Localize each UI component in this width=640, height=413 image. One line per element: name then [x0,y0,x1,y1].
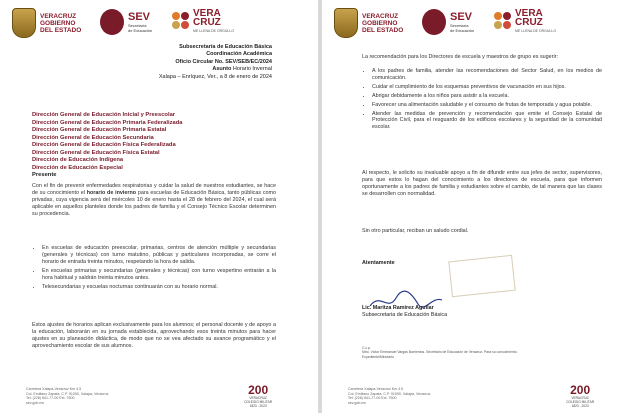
vera-cruz-logo [172,9,234,36]
recipient-line: Dirección General de Educación Primaria Federalizada [32,119,183,126]
footer-address-line: Col. Emiliano Zapata, C.P. 91090, Xalapa, Veracruz. [26,391,110,396]
letter-footer [322,385,640,407]
official-stamp-icon [448,255,515,297]
bicentennial-logo [566,385,594,408]
ccp-block [362,346,602,359]
recipient-line: Dirección General de Educación Física Federalizada [32,142,176,148]
sev-logo-sub: Secretaría [450,23,469,28]
paragraph-intro [32,183,276,218]
paragraph-closing [32,322,276,350]
bicentennial-sub: VERACRUZ [571,396,589,400]
atentamente-label: Atentamente [362,260,395,266]
sev-logo [422,9,474,35]
sev-logo [100,9,152,35]
letterhead [322,6,640,40]
recipient-line: Dirección General de Educación Secundaria [32,134,154,141]
heading-line: Coordinación Académica [206,51,272,58]
bullet-item: • A los padres de familia, atender las recomendaciones del Sector Salud, en los medios de comunicación. [372,68,602,82]
recommendation-intro: La recomendación para los Directores de escuela y maestros de grupo es sugerir: [362,54,558,60]
sev-logo-sub: de Educación [450,28,475,33]
place-date: Xalapa – Enríquez, Ver., a 8 de enero de 2024 [158,73,272,80]
paragraph-bold: horario de invierno [86,189,137,196]
presente-line: Presente [32,172,57,178]
vera-cruz-logo-sub: ME LLENA DE ORGULLO [515,29,557,33]
ccp-line: Mtro. Victor Emmanuel Vargas Barrientos. Secretario de Educación de Veracruz. Para su conocimiento. [362,350,518,355]
ccp-line: Expediente/Minutario [362,354,394,359]
asunto-label: Asunto [212,66,232,73]
sev-emblem-icon [422,9,446,35]
sev-logo-sub: Secretaría [128,23,147,28]
vera-cruz-mark-icon [494,12,512,34]
vera-cruz-logo-text: VERA [193,8,221,19]
bicentennial-sub: 1823 - 2023 [571,404,589,408]
veracruz-logo-line: VERACRUZ [40,12,77,20]
recipient-line: Dirección de Educación Indígena [32,157,124,163]
recipients-block [32,112,182,180]
document-heading [159,44,272,81]
bicentennial-sub: COLEGIO MILITAR [566,400,594,404]
veracruz-logo [12,8,81,38]
sev-logo-sub: de Educación [128,28,153,33]
coat-of-arms-icon [12,8,36,38]
paragraph-text: Estos ajustes de horarios aplican exclusivamente para los alumnos; el personal docente y de apoyo a la educación, laborarán en su jornada establecida, aprovechando esos treinta minutos para hacer ajustes en su planeación didáctica, de modo que no se vea afectado su avance programático y el aprovechamiento escolar de sus alumnos. [32,322,276,349]
paragraph-request: Al respecto, le solicito su invaluable apoyo a fin de difundir entre sus jefes de sector, supervisores, para que estos lo hagan del conocimiento a los directores de escuela, para que informen oportunamente a los padres de familia y estudiantes sobre el cambio, de tal manera que las clases se desarrollen con normalidad. [362,170,602,197]
paragraph-text: Con el fin de prevenir enfermedades respiratorias y cuidar la salud de nuestros estudiantes, se hace de su conocimiento el [32,183,276,196]
letter-page-1 [0,0,318,413]
recipient-line: Dirección General de Educación Física Estatal [32,149,160,156]
bullet-item: • Atender las medidas de prevención y recomendación que emite el Consejo Estatal de Protección Civil, para el resguardo de los edificios escolares y la seguridad de la comunidad escolar. [372,111,602,132]
recipient-line: Dirección General de Educación Primaria Estatal [32,127,167,133]
bullet-item: • En escuelas primarias y secundarias (generales y técnicas) con turno vespertino entrarán a la hora habitual y saldrán treinta minutos antes. [42,268,276,282]
bullet-item: • Telesecundarias y escuelas nocturnas continuarán con su horario normal. [42,284,276,291]
vera-cruz-mark-icon [172,12,190,34]
ccp-line: C.c.p. [362,346,371,350]
recipient-line: Dirección de Educación Especial [32,164,123,171]
bullet-item: • Favorecer una alimentación saludable y el consumo de frutas de temporada y agua potable. [372,102,602,109]
schedule-bullets [32,245,276,292]
veracruz-logo [334,8,403,38]
sev-logo-text: SEV [450,11,473,23]
recommendation-bullets [362,68,602,133]
vera-cruz-logo-text: VERA [515,8,543,19]
bicentennial-logo [244,385,272,408]
footer-address-line: sev.gob.mx [26,400,45,405]
signer-name: Lic. Maritza Ramírez Aguilar [362,305,434,311]
sev-logo-text: SEV [128,11,151,23]
bicentennial-number: 200 [248,383,269,397]
footer-address-line: Tel: (228) 841-77-00 Ext. 7600 [26,396,75,401]
vera-cruz-logo [494,9,556,36]
vera-cruz-logo-text: CRUZ [515,17,543,28]
footer-address-line: Carretera Xalapa-Veracruz Km 4.5 [348,387,404,391]
footer-address [348,387,431,405]
footer-address-line: Col. Emiliano Zapata, C.P. 91090, Xalapa, Veracruz. [348,391,432,396]
sev-emblem-icon [100,9,124,35]
bullet-item: • Abrigar debidamente a los niños para asistir a la escuela. [372,93,602,100]
veracruz-logo-line: VERACRUZ [362,12,399,20]
veracruz-logo-line: DEL ESTADO [40,26,82,34]
asunto-value: Horario Invernal [232,66,272,73]
bicentennial-sub: 1823 - 2023 [249,404,267,408]
letter-footer [0,385,318,407]
recipient-line: Dirección General de Educación Inicial y Preescolar [32,112,176,118]
bullet-item: • En escuelas de educación preescolar, primarias, centros de atención múltiple y secundarias (generales y técnicas) con turno matutino, públicas y particulares incorporadas, se corre el horario de entrada treinta minutos, respetando la hora de salida. [42,245,276,266]
bullet-item: • Cuidar el cumplimiento de los esquemas preventivos de vacunación en sus hijos. [372,84,602,91]
vera-cruz-logo-text: CRUZ [193,17,221,28]
signature-block [352,260,592,310]
veracruz-logo-line: DEL ESTADO [362,26,404,34]
footer-address-line: sev.gob.mx [348,400,367,405]
vera-cruz-logo-sub: ME LLENA DE ORGULLO [193,29,235,33]
heading-line: Subsecretaría de Educación Básica [179,44,272,50]
bicentennial-sub: COLEGIO MILITAR [244,400,272,404]
signer-block [362,305,602,319]
signer-title: Subsecretaria de Educación Básica [362,311,448,318]
bicentennial-number: 200 [570,383,591,397]
paragraph-text: para escuelas de Educación Básica, tanto públicas como privadas, cuya vigencia será del miércoles 10 de enero hasta el 28 de febrero del 2024, el cual será aplicable en aquellos planteles donde los padres de familia y el Consejo Técnico Escolar determinen su procedencia. [32,189,277,217]
veracruz-logo-line: GOBIERNO [40,19,76,27]
paragraph-farewell: Sin otro particular, reciban un saludo cordial. [362,228,469,234]
footer-address-line: Tel: (228) 841-77-00 Ext. 7600 [348,396,397,401]
footer-address [26,387,109,405]
coat-of-arms-icon [334,8,358,38]
bicentennial-sub: VERACRUZ [249,396,267,400]
letter-page-2 [322,0,640,413]
veracruz-logo-line: GOBIERNO [362,19,398,27]
letterhead [0,6,318,40]
heading-line: Oficio Circular No. SEV/SEB/EC/2024 [175,58,272,65]
asunto-line [159,66,272,73]
footer-address-line: Carretera Xalapa-Veracruz Km 4.5 [26,387,82,391]
